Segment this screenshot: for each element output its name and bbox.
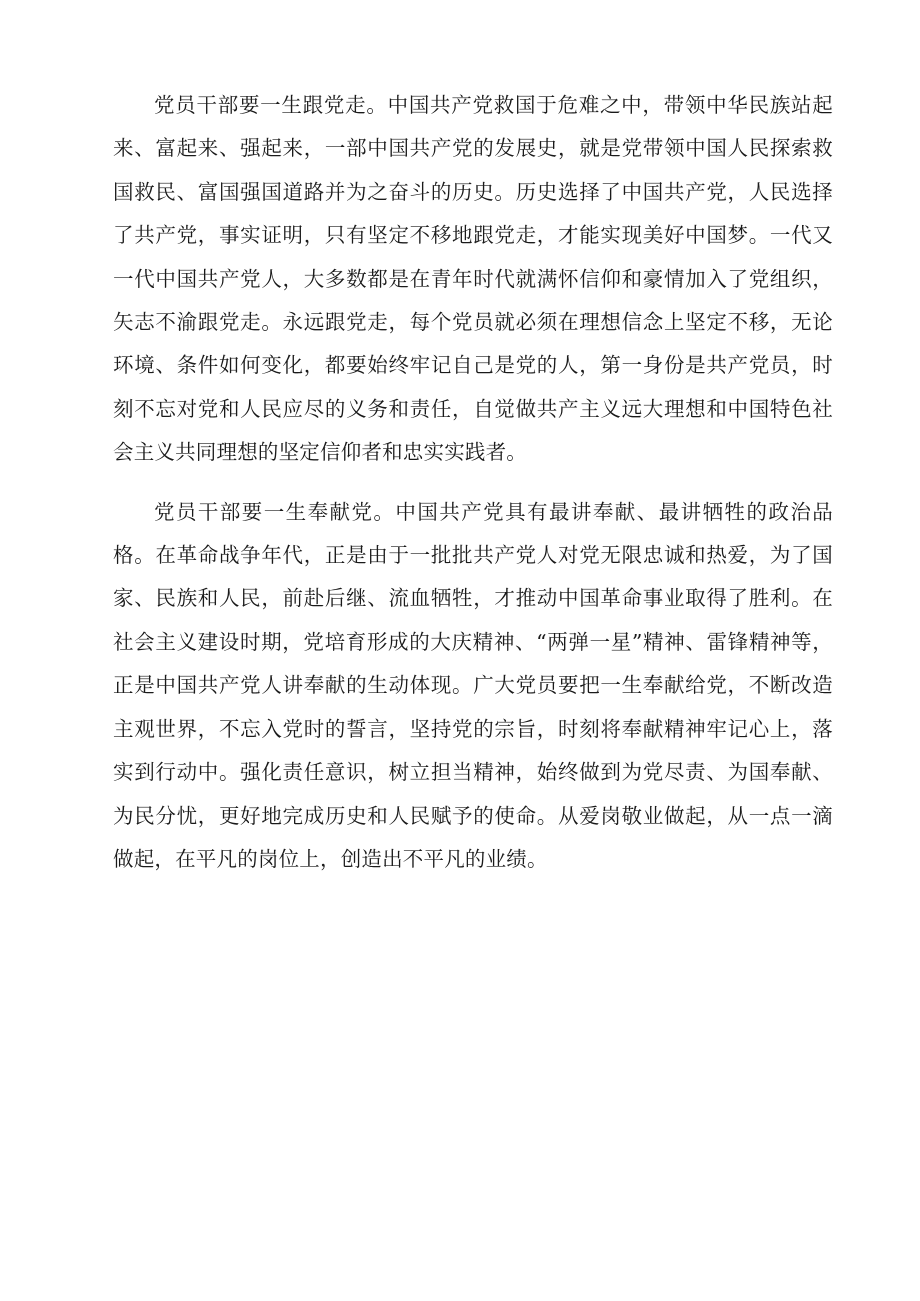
paragraph-follow-party: 党员干部要一生跟党走。中国共产党救国于危难之中，带领中华民族站起来、富起来、强起来，一部中国共产党的发展史，就是党带领中国人民探索救国救民、富国强国道路并为之奋斗的历史。历史选择了中国共产党，人民选择了共产党，事实证明，只有坚定不移地跟党走，才能实现美好中国梦。一代又一代中国共产党人，大多数都是在青年时代就满怀信仰和豪情加入了党组织，矢志不渝跟党走。永远跟党走，每个党员就必须在理想信念上坚定不移，无论环境、条件如何变化，都要始终牢记自己是党的人，第一身份是共产党员，时刻不忘对党和人民应尽的义务和责任，自觉做共产主义远大理想和中国特色社会主义共同理想的坚定信仰者和忠实实践者。 xyxy=(113,93,833,465)
paragraph-dedicate-party: 党员干部要一生奉献党。中国共产党具有最讲奉献、最讲牺牲的政治品格。在革命战争年代，正是由于一批批共产党人对党无限忠诚和热爱，为了国家、民族和人民，前赴后继、流血牺牲，才推动中国革命事业取得了胜利。在社会主义建设时期，党培育形成的大庆精神、“两弹一星”精神、雷锋精神等，正是中国共产党人讲奉献的生动体现。广大党员要把一生奉献给党，不断改造主观世界，不忘入党时的誓言，坚持党的宗旨，时刻将奉献精神牢记心上，落实到行动中。强化责任意识，树立担当精神，始终做到为党尽责、为国奉献、为民分忧，更好地完成历史和人民赋予的使命。从爱岗敬业做起，从一点一滴做起，在平凡的岗位上，创造出不平凡的业绩。 xyxy=(113,499,833,871)
document-body xyxy=(113,84,833,881)
